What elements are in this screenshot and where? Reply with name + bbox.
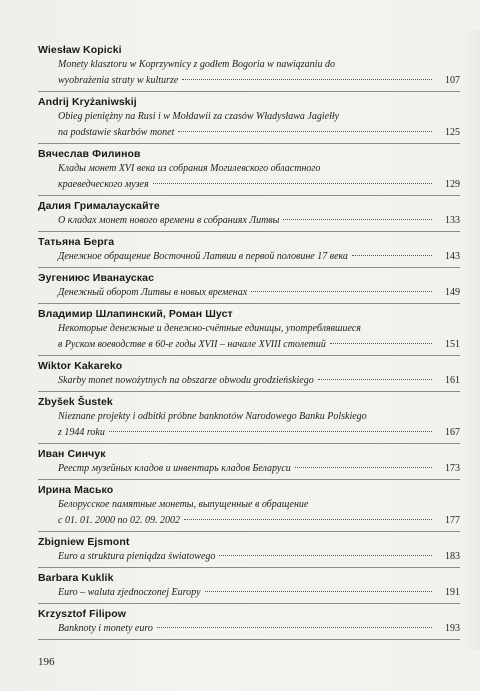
toc-title-last-line [58, 373, 460, 389]
toc-page-number: 167 [445, 427, 460, 438]
leader-dots [283, 219, 432, 220]
toc-author: Andrij Kryżaniwskij [38, 96, 137, 108]
toc-entry [38, 568, 460, 604]
toc-title-text: wyobrażenia straty w kulturze [58, 75, 179, 86]
toc-title [58, 321, 460, 353]
leader-dots [219, 555, 432, 556]
toc-page-number: 129 [445, 179, 460, 190]
toc-page-number: 193 [445, 623, 460, 634]
toc-title-text: na podstawie skarbów monet [58, 127, 175, 138]
toc-title-last-line [58, 285, 460, 301]
toc-title-text: Euro a struktura pieniądza światowego [58, 551, 216, 562]
leader-dots [251, 291, 432, 292]
toc-title-line: Obieg pieniężny na Rusi i w Mołdawii za czasów Władysława Jagiełły [58, 111, 340, 122]
toc-page-number: 133 [445, 215, 460, 226]
toc-author: Владимир Шлапинский, Роман Шуст [38, 308, 233, 320]
leader-dots [182, 79, 432, 80]
toc-author: Zbyšek Šustek [38, 396, 113, 408]
leader-dots [157, 627, 432, 628]
leader-dots [205, 591, 432, 592]
toc-title-text: Денежный оборот Литвы в новых временах [58, 287, 248, 298]
toc-entry [38, 604, 460, 640]
toc-entry [38, 92, 460, 144]
page-number-footer: 196 [38, 656, 55, 668]
toc-title-text: в Руском воеводстве в 60-е годы XVII – начале XVIII столетий [58, 339, 326, 350]
toc-author: Иван Синчук [38, 448, 106, 460]
toc-title-last-line [58, 549, 460, 565]
toc-author: Wiktor Kakareko [38, 360, 123, 372]
toc-page-number: 177 [445, 515, 460, 526]
leader-dots [178, 131, 432, 132]
toc-page-number: 125 [445, 127, 460, 138]
toc-author: Barbara Kuklik [38, 572, 114, 584]
toc-entry [38, 392, 460, 444]
leader-dots [184, 519, 432, 520]
toc-title-last-line [58, 621, 460, 637]
leader-dots [109, 431, 432, 432]
toc-author: Далия Грималаускайте [38, 200, 160, 212]
leader-dots [330, 343, 432, 344]
toc-title-text: Реестр музейных кладов и инвентарь кладов Беларуси [58, 463, 291, 474]
toc-title-last-line [58, 177, 460, 193]
toc-title [58, 373, 460, 389]
toc-page-number: 161 [445, 375, 460, 386]
toc-page-number: 151 [445, 339, 460, 350]
toc-author: Zbigniew Ejsmont [38, 536, 130, 548]
toc-title-text: с 01. 01. 2000 по 02. 09. 2002 [58, 515, 180, 526]
toc-title-last-line [58, 337, 460, 353]
toc-author: Татьяна Берга [38, 236, 115, 248]
toc-page-number: 107 [445, 75, 460, 86]
toc-title [58, 461, 460, 477]
toc-author: Wiesław Kopicki [38, 44, 122, 56]
leader-dots [295, 467, 432, 468]
leader-dots [318, 379, 432, 380]
toc-title-last-line [58, 249, 460, 265]
toc-title [58, 621, 460, 637]
toc-author: Вячеслав Филинов [38, 148, 141, 160]
toc-page-number: 143 [445, 251, 460, 262]
toc-entry [38, 232, 460, 268]
toc-title-last-line [58, 73, 460, 89]
toc-title-text: Skarby monet nowożytnych na obszarze obwodu grodzieńskiego [58, 375, 314, 386]
toc-entry [38, 480, 460, 532]
toc-entry [38, 268, 460, 304]
toc-title-text: Banknoty i monety euro [58, 623, 153, 634]
toc-title-text: Денежное обращение Восточной Латвии в первой половине 17 века [58, 251, 348, 262]
toc-title [58, 249, 460, 265]
toc-title-line: Nieznane projekty i odbitki próbne banknotów Narodowego Banku Polskiego [58, 411, 367, 422]
toc-title-line: Белорусское памятные монеты, выпущенные в обращение [58, 499, 309, 510]
toc-entry [38, 532, 460, 568]
toc-page-number: 191 [445, 587, 460, 598]
toc-author: Эугениюс Иванаускас [38, 272, 155, 284]
toc-title [58, 161, 460, 193]
toc-author: Krzysztof Filipow [38, 608, 127, 620]
toc-title-last-line [58, 513, 460, 529]
toc-page-number: 173 [445, 463, 460, 474]
toc-title [58, 409, 460, 441]
toc-title-last-line [58, 125, 460, 141]
toc-title-line: Некоторые денежные и денежно-счётные единицы, употреблявшиеся [58, 323, 361, 334]
toc-title-last-line [58, 213, 460, 229]
toc-page-number: 183 [445, 551, 460, 562]
toc-title [58, 285, 460, 301]
toc-entry [38, 304, 460, 356]
toc-title [58, 109, 460, 141]
toc-title-text: z 1944 roku [58, 427, 105, 438]
toc-title-text: О кладах монет нового времени в собраниях Литвы [58, 215, 280, 226]
toc-title-line: Клады монет XVI века из собрания Могилевского областного [58, 163, 321, 174]
toc-author: Ирина Масько [38, 484, 114, 496]
table-of-contents [38, 40, 460, 640]
leader-dots [352, 255, 432, 256]
toc-entry [38, 196, 460, 232]
toc-entry [38, 40, 460, 92]
toc-entry [38, 444, 460, 480]
toc-title [58, 57, 460, 89]
toc-title [58, 585, 460, 601]
toc-title-text: краеведческого музея [58, 179, 149, 190]
toc-page-number: 149 [445, 287, 460, 298]
toc-title [58, 549, 460, 565]
toc-title [58, 213, 460, 229]
toc-entry [38, 356, 460, 392]
page-edge-shadow [462, 30, 480, 650]
toc-title-text: Euro – waluta zjednoczonej Europy [58, 587, 201, 598]
toc-entry [38, 144, 460, 196]
toc-title [58, 497, 460, 529]
toc-title-last-line [58, 425, 460, 441]
toc-title-last-line [58, 585, 460, 601]
leader-dots [153, 183, 432, 184]
toc-title-line: Monety klasztoru w Koprzywnicy z godłem Bogoria w nawiązaniu do [58, 59, 335, 70]
toc-title-last-line [58, 461, 460, 477]
